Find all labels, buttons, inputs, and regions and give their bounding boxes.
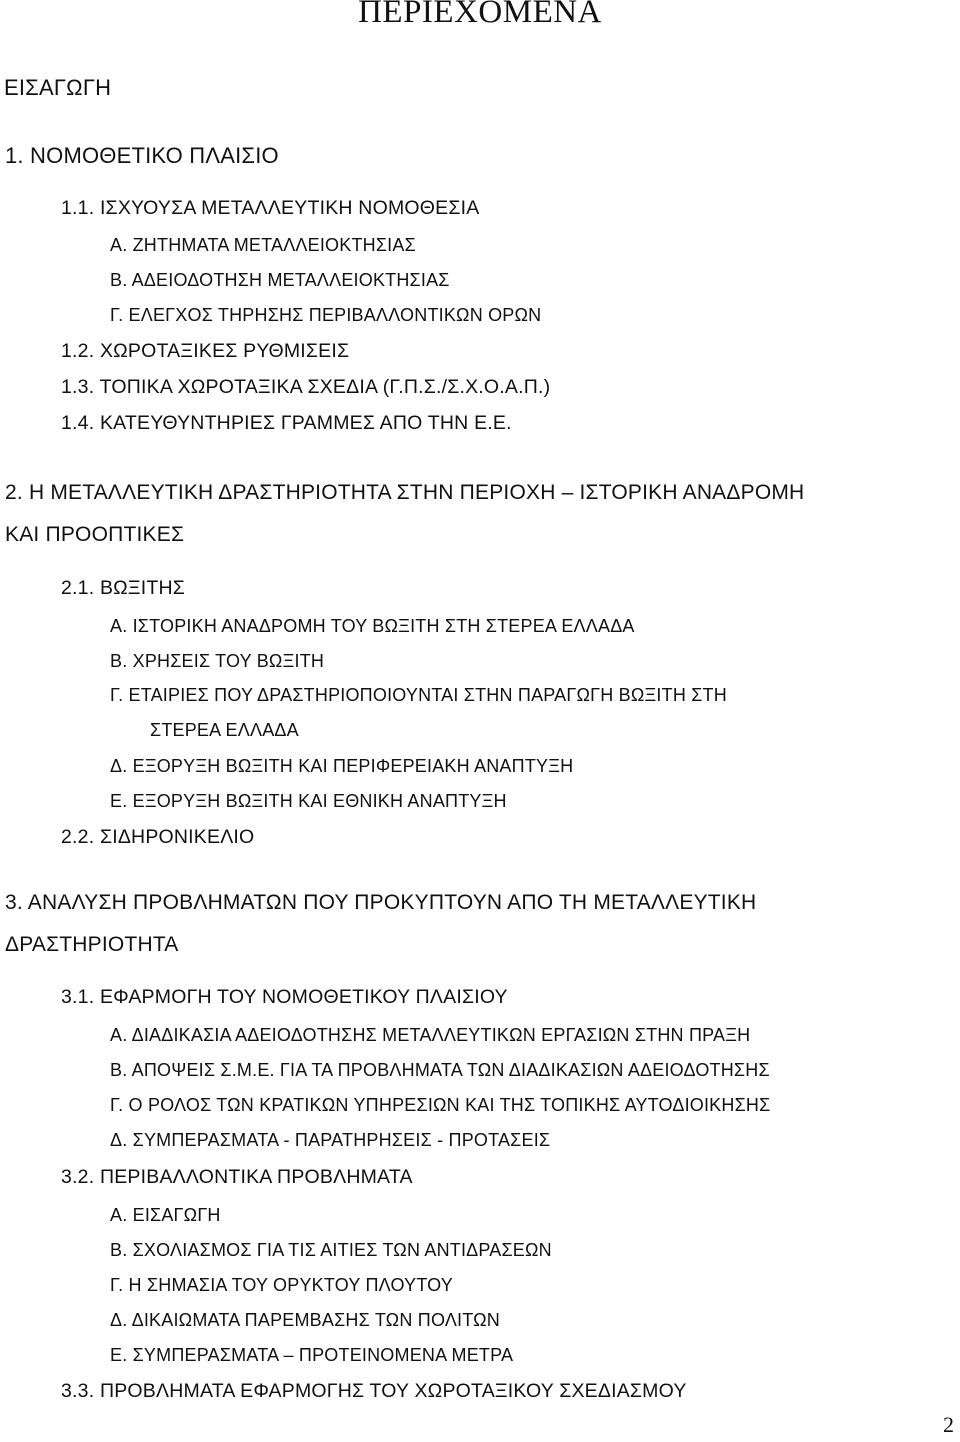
toc-entry-section-3-1-a: Α. ΔΙΑΔΙΚΑΣΙΑ ΑΔΕΙΟΔΟΤΗΣΗΣ ΜΕΤΑΛΛΕΥΤΙΚΩΝ ΕΡΓΑΣΙΩΝ ΣΤΗΝ ΠΡΑΞΗ	[110, 1025, 751, 1045]
toc-entry-section-3-2: 3.2. ΠΕΡΙΒΑΛΛΟΝΤΙΚΑ ΠΡΟΒΛΗΜΑΤΑ	[61, 1166, 413, 1188]
toc-entry-section-3: 3. ΑΝΑΛΥΣΗ ΠΡΟΒΛΗΜΑΤΩΝ ΠΟΥ ΠΡΟΚΥΠΤΟΥΝ ΑΠΟ ΤΗ ΜΕΤΑΛΛΕΥΤΙΚΗ	[5, 891, 757, 914]
toc-entry-section-1-4: 1.4. ΚΑΤΕΥΘΥΝΤΗΡΙΕΣ ΓΡΑΜΜΕΣ ΑΠΟ ΤΗΝ Ε.Ε.	[61, 412, 512, 434]
toc-entry-section-2-1: 2.1. ΒΩΞΙΤΗΣ	[61, 577, 186, 599]
toc-entry-section-3-2-c: Γ. Η ΣΗΜΑΣΙΑ ΤΟΥ ΟΡΥΚΤΟΥ ΠΛΟΥΤΟΥ	[110, 1275, 454, 1295]
toc-entry-section-3-2-a: Α. ΕΙΣΑΓΩΓΗ	[110, 1205, 221, 1225]
toc-entry-section-1-3: 1.3. ΤΟΠΙΚΑ ΧΩΡΟΤΑΞΙΚΑ ΣΧΕΔΙΑ (Γ.Π.Σ./Σ.Χ.Ο.Α.Π.)	[61, 376, 551, 398]
toc-entry-section-1-1-c: Γ. ΕΛΕΓΧΟΣ ΤΗΡΗΣΗΣ ΠΕΡΙΒΑΛΛΟΝΤΙΚΩΝ ΟΡΩΝ	[110, 305, 542, 325]
toc-entry-section-3-1-b: Β. ΑΠΟΨΕΙΣ Σ.Μ.Ε. ΓΙΑ ΤΑ ΠΡΟΒΛΗΜΑΤΑ ΤΩΝ ΔΙΑΔΙΚΑΣΙΩΝ ΑΔΕΙΟΔΟΤΗΣΗΣ	[110, 1060, 770, 1080]
toc-entry-section-1-1-a: Α. ΖΗΤΗΜΑΤΑ ΜΕΤΑΛΛΕΙΟΚΤΗΣΙΑΣ	[110, 235, 416, 255]
toc-entry-section-2-1-b: Β. ΧΡΗΣΕΙΣ ΤΟΥ ΒΩΞΙΤΗ	[110, 651, 325, 671]
toc-entry-section-3-1-d: Δ. ΣΥΜΠΕΡΑΣΜΑΤΑ - ΠΑΡΑΤΗΡΗΣΕΙΣ - ΠΡΟΤΑΣΕΙΣ	[110, 1130, 551, 1150]
toc-entry-section-3-continued: ΔΡΑΣΤΗΡΙΟΤΗΤΑ	[5, 933, 179, 956]
toc-entry-section-2-1-a: Α. ΙΣΤΟΡΙΚΗ ΑΝΑΔΡΟΜΗ ΤΟΥ ΒΩΞΙΤΗ ΣΤΗ ΣΤΕΡΕΑ ΕΛΛΑΔΑ	[110, 616, 635, 636]
toc-entry-section-1-1-b: Β. ΑΔΕΙΟΔΟΤΗΣΗ ΜΕΤΑΛΛΕΙΟΚΤΗΣΙΑΣ	[110, 270, 450, 290]
toc-entry-section-2-1-e: Ε. ΕΞΟΡΥΞΗ ΒΩΞΙΤΗ ΚΑΙ ΕΘΝΙΚΗ ΑΝΑΠΤΥΞΗ	[110, 791, 507, 811]
toc-entry-section-3-1: 3.1. ΕΦΑΡΜΟΓΗ ΤΟΥ ΝΟΜΟΘΕΤΙΚΟΥ ΠΛΑΙΣΙΟΥ	[61, 986, 508, 1008]
toc-entry-section-3-1-c: Γ. Ο ΡΟΛΟΣ ΤΩΝ ΚΡΑΤΙΚΩΝ ΥΠΗΡΕΣΙΩΝ ΚΑΙ ΤΗΣ ΤΟΠΙΚΗΣ ΑΥΤΟΔΙΟΙΚΗΣΗΣ	[110, 1095, 771, 1115]
toc-entry-section-3-2-e: Ε. ΣΥΜΠΕΡΑΣΜΑΤΑ – ΠΡΟΤΕΙΝΟΜΕΝΑ ΜΕΤΡΑ	[110, 1345, 514, 1365]
page-number: 2	[943, 1412, 954, 1437]
toc-entry-section-2: 2. Η ΜΕΤΑΛΛΕΥΤΙΚΗ ΔΡΑΣΤΗΡΙΟΤΗΤΑ ΣΤΗΝ ΠΕΡΙΟΧΗ – ΙΣΤΟΡΙΚΗ ΑΝΑΔΡΟΜΗ	[5, 481, 805, 504]
toc-entry-section-2-continued: ΚΑΙ ΠΡΟΟΠΤΙΚΕΣ	[5, 523, 185, 546]
toc-entry-section-2-1-c: Γ. ΕΤΑΙΡΙΕΣ ΠΟΥ ΔΡΑΣΤΗΡΙΟΠΟΙΟΥΝΤΑΙ ΣΤΗΝ ΠΑΡΑΓΩΓΗ ΒΩΞΙΤΗ ΣΤΗ	[110, 685, 727, 705]
toc-entry-introduction: ΕΙΣΑΓΩΓΗ	[4, 75, 112, 100]
toc-entry-section-3-2-d: Δ. ΔΙΚΑΙΩΜΑΤΑ ΠΑΡΕΜΒΑΣΗΣ ΤΩΝ ΠΟΛΙΤΩΝ	[110, 1310, 500, 1330]
page-title: ΠΕΡΙΕΧΟΜΕΝΑ	[358, 0, 602, 30]
toc-entry-section-1-2: 1.2. ΧΩΡΟΤΑΞΙΚΕΣ ΡΥΘΜΙΣΕΙΣ	[61, 340, 350, 362]
toc-entry-section-2-1-d: Δ. ΕΞΟΡΥΞΗ ΒΩΞΙΤΗ ΚΑΙ ΠΕΡΙΦΕΡΕΙΑΚΗ ΑΝΑΠΤΥΞΗ	[110, 756, 574, 776]
toc-entry-section-2-1-c-continued: ΣΤΕΡΕΑ ΕΛΛΑΔΑ	[150, 720, 299, 740]
toc-entry-section-2-2: 2.2. ΣΙΔΗΡΟΝΙΚΕΛΙΟ	[61, 826, 255, 848]
toc-entry-section-3-2-b: Β. ΣΧΟΛΙΑΣΜΟΣ ΓΙΑ ΤΙΣ ΑΙΤΙΕΣ ΤΩΝ ΑΝΤΙΔΡΑΣΕΩΝ	[110, 1240, 552, 1260]
toc-entry-section-1-1: 1.1. ΙΣΧΥΟΥΣΑ ΜΕΤΑΛΛΕΥΤΙΚΗ ΝΟΜΟΘΕΣΙΑ	[61, 197, 480, 219]
toc-entry-section-1: 1. ΝΟΜΟΘΕΤΙΚΟ ΠΛΑΙΣΙΟ	[5, 143, 279, 168]
toc-entry-section-3-3: 3.3. ΠΡΟΒΛΗΜΑΤΑ ΕΦΑΡΜΟΓΗΣ ΤΟΥ ΧΩΡΟΤΑΞΙΚΟΥ ΣΧΕΔΙΑΣΜΟΥ	[61, 1380, 687, 1402]
